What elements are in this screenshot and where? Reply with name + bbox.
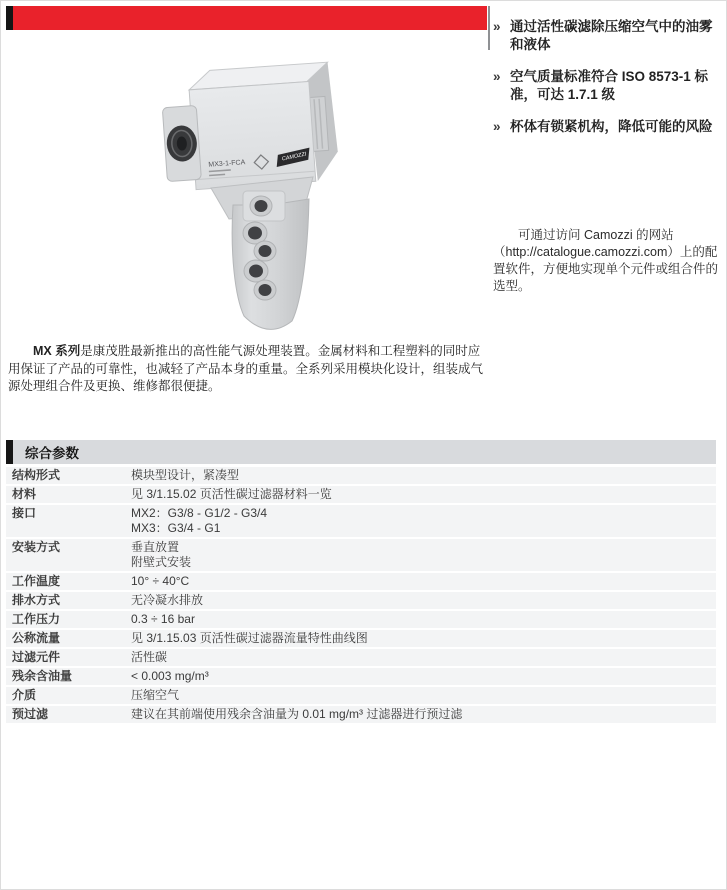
table-row xyxy=(6,668,716,687)
spec-label: 材料 xyxy=(12,487,37,501)
series-description xyxy=(8,343,490,396)
brand-logo-text: CAMOZZI xyxy=(281,151,307,163)
table-row xyxy=(6,573,716,592)
table-row xyxy=(6,649,716,668)
spec-value: 压缩空气 xyxy=(131,688,180,702)
section-header xyxy=(6,440,716,464)
spec-value: 活性碳 xyxy=(131,650,168,664)
section-title: 综合参数 xyxy=(25,446,79,461)
highlight-text: 空气质量标准符合 ISO 8573-1 标准，可达 1.7.1 级 xyxy=(510,69,709,102)
header-red-bar xyxy=(6,6,487,30)
spec-label: 接口 xyxy=(12,506,37,520)
spec-value: MX3：G3/4 - G1 xyxy=(131,521,221,535)
table-row xyxy=(6,539,716,573)
product-photo xyxy=(151,53,463,341)
highlight-item xyxy=(493,118,721,136)
spec-value: 建议在其前端使用残余含油量为 0.01 mg/m³ 过滤器进行预过滤 xyxy=(131,707,463,721)
spec-value: 0.3 ÷ 16 bar xyxy=(131,612,195,626)
spec-value: MX2：G3/8 - G1/2 - G3/4 xyxy=(131,506,268,520)
table-row xyxy=(6,706,716,725)
spec-value: 模块型设计，紧凑型 xyxy=(131,468,240,482)
spec-label: 排水方式 xyxy=(12,593,61,607)
spec-value: 10° ÷ 40°C xyxy=(131,574,190,588)
highlights-list xyxy=(493,18,721,150)
spec-label: 结构形式 xyxy=(12,468,61,482)
highlight-item xyxy=(493,68,721,104)
spec-value: 见 3/1.15.03 页活性碳过滤器流量特性曲线图 xyxy=(131,631,368,645)
bullet-marker-icon: » xyxy=(493,19,501,34)
filter-illustration xyxy=(151,53,463,341)
series-name: MX 系列 xyxy=(33,344,81,358)
table-row xyxy=(6,592,716,611)
spec-label: 公称流量 xyxy=(12,631,61,645)
spec-value: 无冷凝水排放 xyxy=(131,593,204,607)
table-row xyxy=(6,467,716,486)
spec-value: 见 3/1.15.02 页活性碳过滤器材料一览 xyxy=(131,487,332,501)
series-description-body: 是康茂胜最新推出的高性能气源处理装置。金属材料和工程塑料的同时应用保证了产品的可靠性，也减轻了产品本身的重量。全系列采用模块化设计，组装成气源处理组合件及更换、维修都很便捷。 xyxy=(8,344,484,393)
model-label-text: MX3-1-FCA xyxy=(208,159,246,169)
header-black-accent xyxy=(6,6,13,30)
spec-label: 介质 xyxy=(12,688,37,702)
highlight-text: 杯体有锁紧机构，降低可能的风险 xyxy=(510,119,713,134)
spec-label: 工作温度 xyxy=(12,574,61,588)
configurator-note: 可通过访问 Camozzi 的网站（http://catalogue.camozzi.com）上的配置软件，方便地实现单个元件或组合件的选型。 xyxy=(493,228,719,293)
spec-label: 过滤元件 xyxy=(12,650,61,664)
highlight-text: 通过活性碳滤除压缩空气中的油雾和液体 xyxy=(510,19,713,52)
spec-value: 附壁式安装 xyxy=(131,555,192,569)
spec-label: 预过滤 xyxy=(12,707,49,721)
spec-table xyxy=(6,467,716,725)
table-row xyxy=(6,611,716,630)
spec-label: 安装方式 xyxy=(12,540,61,554)
vertical-divider xyxy=(488,6,490,50)
table-row xyxy=(6,630,716,649)
spec-label: 工作压力 xyxy=(12,612,61,626)
table-row xyxy=(6,505,716,539)
table-row xyxy=(6,687,716,706)
bullet-marker-icon: » xyxy=(493,119,501,134)
spec-value: < 0.003 mg/m³ xyxy=(131,669,209,683)
spec-label: 残余含油量 xyxy=(12,669,73,683)
table-row xyxy=(6,486,716,505)
spec-value: 垂直放置 xyxy=(131,540,180,554)
highlight-item xyxy=(493,18,721,54)
bullet-marker-icon: » xyxy=(493,69,501,84)
